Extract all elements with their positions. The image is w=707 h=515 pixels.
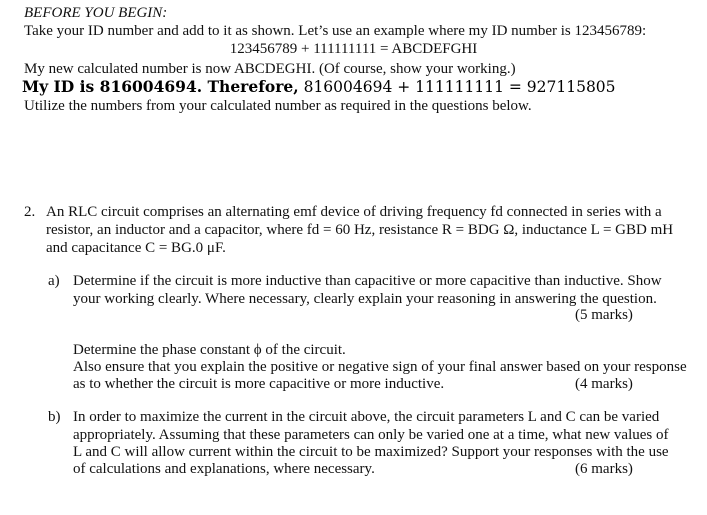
- part-a-label: a): [48, 273, 60, 289]
- part-b-line-2: appropriately. Assuming that these parameters can only be varied one at a time, what new values of: [73, 427, 669, 443]
- part-b-marks: (6 marks): [575, 461, 633, 477]
- section-heading: BEFORE YOU BEGIN:: [24, 5, 168, 21]
- part-b-line-3: L and C will allow current within the circuit to be maximized? Support your responses with the use: [73, 444, 669, 460]
- part-a-line-2: your working clearly. Where necessary, clearly explain your reasoning in answering the question.: [73, 291, 657, 307]
- question-number: 2.: [24, 204, 36, 220]
- part-b-line-1: In order to maximize the current in the circuit above, the circuit parameters L and C can be varied: [73, 409, 660, 425]
- utilize-text: Utilize the numbers from your calculated number as required in the questions below.: [24, 98, 532, 114]
- my-id-line: [22, 78, 616, 96]
- instruction-text: Take your ID number and add to it as shown. Let’s use an example where my ID number is 123456789:: [24, 23, 647, 39]
- question-stem-line-2: resistor, an inductor and a capacitor, where fd = 60 Hz, resistance R = BDG Ω, inductance L = GBD mH: [46, 222, 674, 238]
- question-stem-line-1: An RLC circuit comprises an alternating emf device of driving frequency fd connected in series with a: [46, 204, 662, 220]
- phase-line-2: Also ensure that you explain the positive or negative sign of your final answer based on your response: [73, 359, 687, 375]
- example-equation: 123456789 + 111111111 = ABCDEFGHI: [229, 41, 478, 57]
- my-id-label: My ID is 816004694. Therefore,: [22, 77, 299, 96]
- phase-line-1: Determine the phase constant ϕ of the circuit.: [73, 342, 346, 358]
- part-b-line-4: of calculations and explanations, where necessary.: [73, 461, 375, 477]
- new-number-text: My new calculated number is now ABCDEGHI. (Of course, show your working.): [24, 61, 516, 77]
- phase-line-3: as to whether the circuit is more capacitive or more inductive.: [73, 376, 445, 392]
- part-b-label: b): [48, 409, 61, 425]
- phase-marks: (4 marks): [575, 376, 633, 392]
- my-id-equation: 816004694 + 111111111 = 927115805: [303, 78, 616, 96]
- part-a-line-1: Determine if the circuit is more inductive than capacitive or more capacitive than inductive. Show: [73, 273, 662, 289]
- part-a-marks: (5 marks): [575, 307, 633, 323]
- question-stem-line-3: and capacitance C = BG.0 μF.: [46, 240, 226, 256]
